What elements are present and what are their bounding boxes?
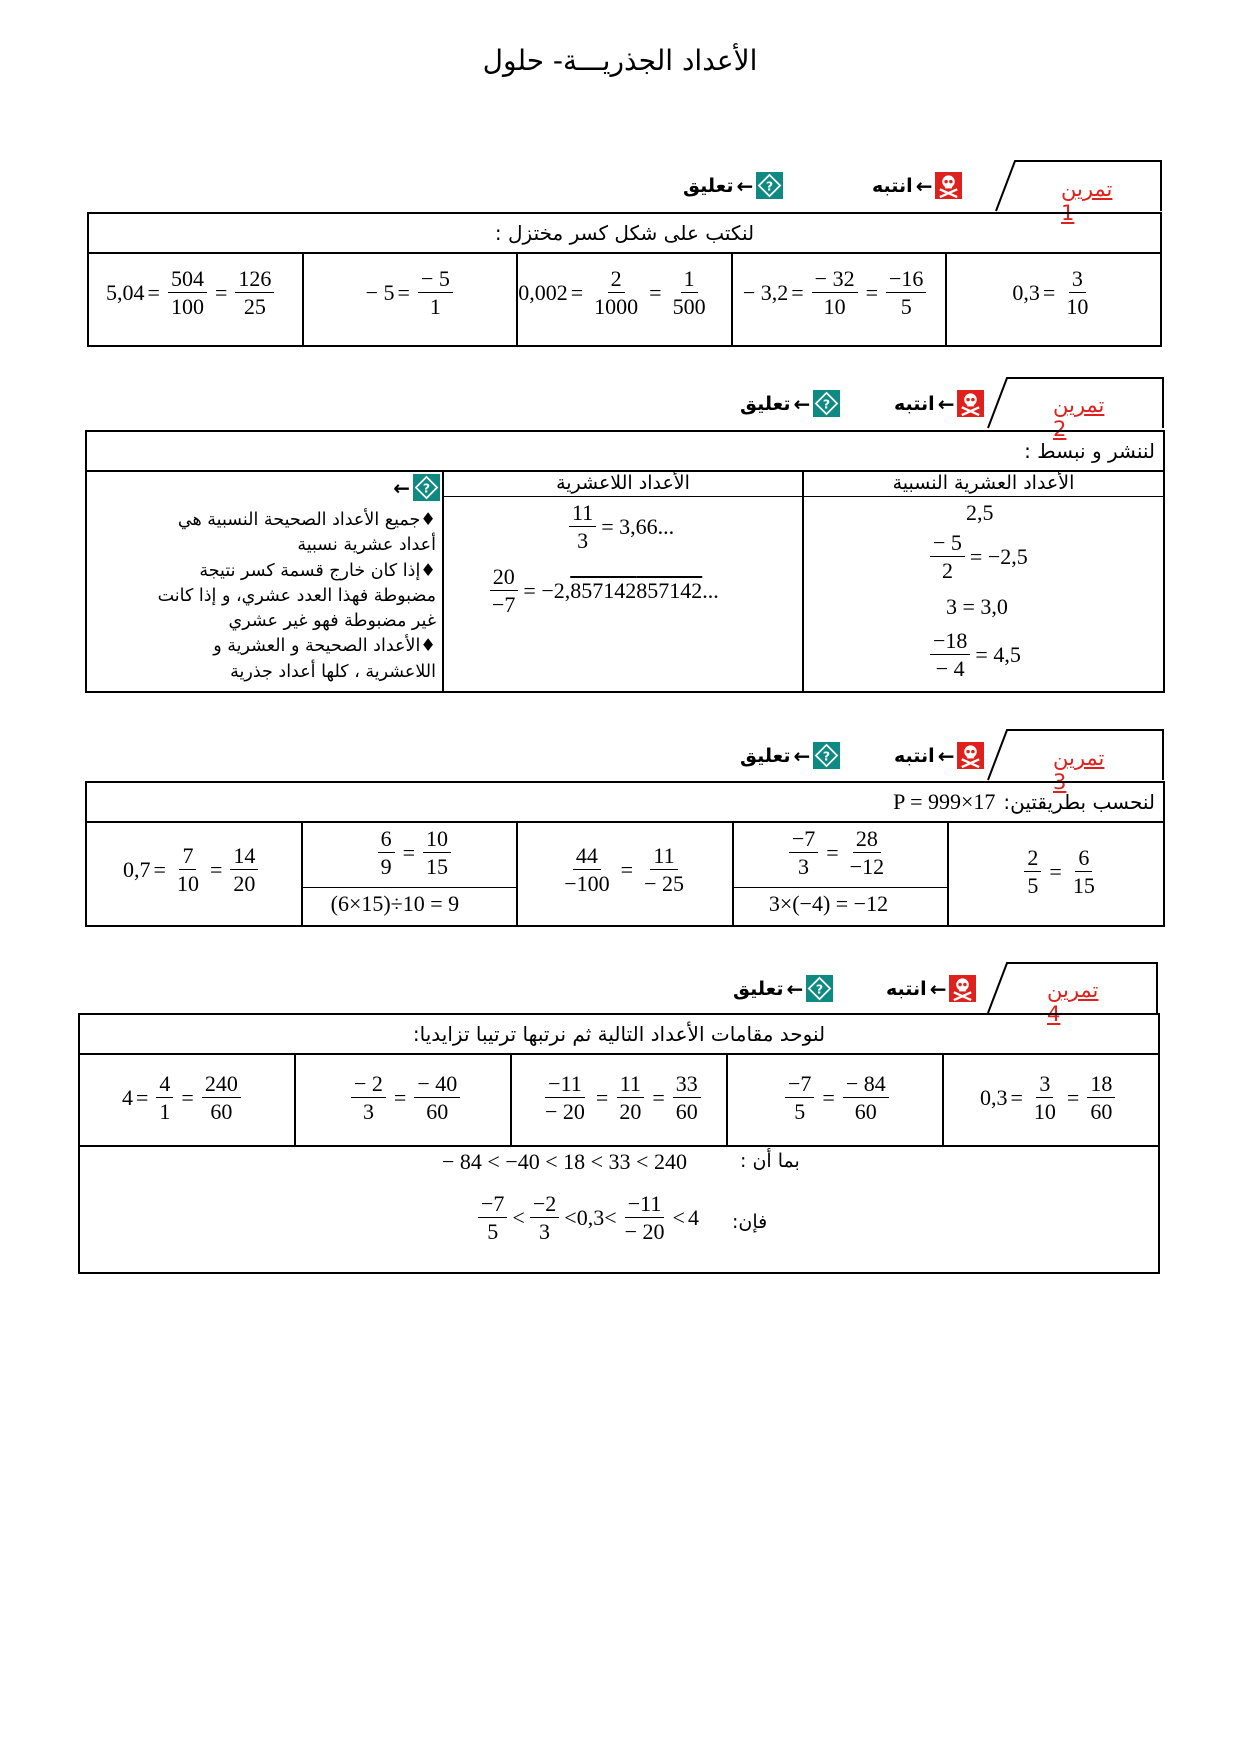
ordered-result: $\frac{-7}{5}$ < $\frac{-2}{3}$ < 0,3 < $\frac{-11}{- 20}$ < 4 <box>473 1191 702 1245</box>
ex4-cell: 0,3 = $\frac{3}{10}$ = $\frac{18}{60}$ <box>942 1053 1158 1145</box>
hint-diamond-icon <box>756 172 783 199</box>
comment-text: تعليق <box>683 174 734 197</box>
ex3-cell: $\frac{-7}{3}$ = $\frac{28}{-12}$ 3×(−4) = −12 <box>732 821 948 925</box>
warning-text: انتبه <box>872 174 913 197</box>
exercise-1-instruction: لنكتب على شكل كسر مختزل : <box>89 214 1160 254</box>
since-label: بما أن : <box>740 1150 800 1172</box>
arrow-icon: ← <box>786 976 804 1001</box>
exercise-3-frame <box>85 781 1165 927</box>
decimal-column: الأعداد العشرية النسبية 2,5 $\frac{- 5}{2}$ = −2,5 3 = 3,0 $\frac{-18}{- 4}$ = 4,5 <box>802 470 1163 691</box>
comment-text: تعليق <box>733 977 784 1000</box>
ex1-cell: − 5 = $\frac{- 5}{1}$ <box>302 252 517 345</box>
exercise-4-instruction: لنوحد مقامات الأعداد التالية ثم نرتبها ترتيبا تزايديا: <box>80 1015 1158 1055</box>
comment-label <box>740 742 840 769</box>
comment-label <box>683 172 783 199</box>
exercise-3-instruction: لنحسب بطريقتين: P = 999×17 <box>87 783 1163 823</box>
since-inequality: − 84 < −40 < 18 < 33 < 240 <box>442 1149 687 1174</box>
ex1-cell: 5,04 = $\frac{504}{100}$ = $\frac{126}{25}$ <box>89 252 302 345</box>
arrow-icon: ← <box>937 743 955 768</box>
ex1-cell: 0,002 = $\frac{2}{1000}$ = $\frac{1}{500}$ <box>516 252 731 345</box>
warning-label <box>886 975 976 1002</box>
ex4-cell: $\frac{- 2}{3}$ = $\frac{- 40}{60}$ <box>294 1053 510 1145</box>
ex3-cell: $\frac{2}{5}$ = $\frac{6}{15}$ <box>947 821 1163 925</box>
warning-label <box>894 742 984 769</box>
exercise-4-link[interactable]: تمرين 4 <box>1047 978 1099 1026</box>
ex3-cell: $\frac{44}{-100}$ = $\frac{11}{- 25}$ <box>516 821 732 925</box>
exercise-1-link[interactable]: تمرين 1 <box>1061 177 1113 225</box>
arrow-icon: ← <box>929 976 947 1001</box>
hint-diamond-icon <box>413 474 440 501</box>
column-title: الأعداد العشرية النسبية <box>804 470 1163 497</box>
comment-text: تعليق <box>740 744 791 767</box>
ex3-cell: $\frac{6}{9}$ = $\frac{10}{15}$ (6×15)÷10 = 9 <box>301 821 517 925</box>
arrow-icon: ← <box>793 743 811 768</box>
arrow-icon: ← <box>915 173 933 198</box>
ex4-cell: $\frac{-7}{5}$ = $\frac{- 84}{60}$ <box>726 1053 942 1145</box>
ex4-cell: 4 = $\frac{4}{1}$ = $\frac{240}{60}$ <box>80 1053 294 1145</box>
comments-text: ♦جميع الأعداد الصحيحة النسبية هي أعداد عشرية نسبية ♦إذا كان خارج قسمة كسر نتيجة مضبوطة فهذا العدد عشري، و إذا كانت غير مضبوطة فهو غير عشري ♦الأعداد الصحيحة و العشرية و اللاعشرية ، كلها أعداد جذرية <box>157 510 436 682</box>
ex4-cell: $\frac{-11}{- 20}$ = $\frac{11}{20}$ = $\frac{33}{60}$ <box>510 1053 726 1145</box>
arrow-icon: ← <box>793 391 811 416</box>
comments-column <box>87 470 442 691</box>
warning-text: انتبه <box>894 744 935 767</box>
arrow-icon: ← <box>937 391 955 416</box>
exercise-1-frame <box>87 212 1162 347</box>
warning-text: انتبه <box>886 977 927 1000</box>
skull-icon <box>949 975 976 1002</box>
comment-marker <box>393 474 440 501</box>
comment-label <box>733 975 833 1002</box>
arrow-icon: ← <box>736 173 754 198</box>
exercise-2-link[interactable]: تمرين 2 <box>1053 393 1105 441</box>
column-title: الأعداد اللاعشرية <box>444 470 802 497</box>
comment-text: تعليق <box>740 392 791 415</box>
skull-icon <box>935 172 962 199</box>
exercise-4-frame <box>78 1013 1160 1274</box>
ex1-cell: − 3,2 = $\frac{- 32}{10}$ = $\frac{-16}{5}$ <box>731 252 946 345</box>
warning-label <box>894 390 984 417</box>
ex3-cell: 0,7 = $\frac{7}{10}$ = $\frac{14}{20}$ <box>87 821 301 925</box>
exercise-2-frame <box>85 430 1165 693</box>
page-title: الأعداد الجذريـــة- حلول <box>482 44 758 77</box>
exercise-3-link[interactable]: تمرين 3 <box>1053 746 1105 794</box>
then-label: فإن: <box>732 1211 768 1233</box>
comment-label <box>740 390 840 417</box>
warning-label <box>872 172 962 199</box>
non-decimal-column: الأعداد اللاعشرية $\frac{11}{3}$ = 3,66... $\frac{20}{-7}$ = −2, 857142 857142 ... <box>442 470 802 691</box>
exercise-2-instruction: لننشر و نبسط : <box>87 432 1163 472</box>
skull-icon <box>957 390 984 417</box>
skull-icon <box>957 742 984 769</box>
arrow-icon: ← <box>393 475 410 500</box>
hint-diamond-icon <box>813 742 840 769</box>
hint-diamond-icon <box>813 390 840 417</box>
warning-text: انتبه <box>894 392 935 415</box>
hint-diamond-icon <box>806 975 833 1002</box>
ex1-cell: 0,3 = $\frac{3}{10}$ <box>945 252 1160 345</box>
